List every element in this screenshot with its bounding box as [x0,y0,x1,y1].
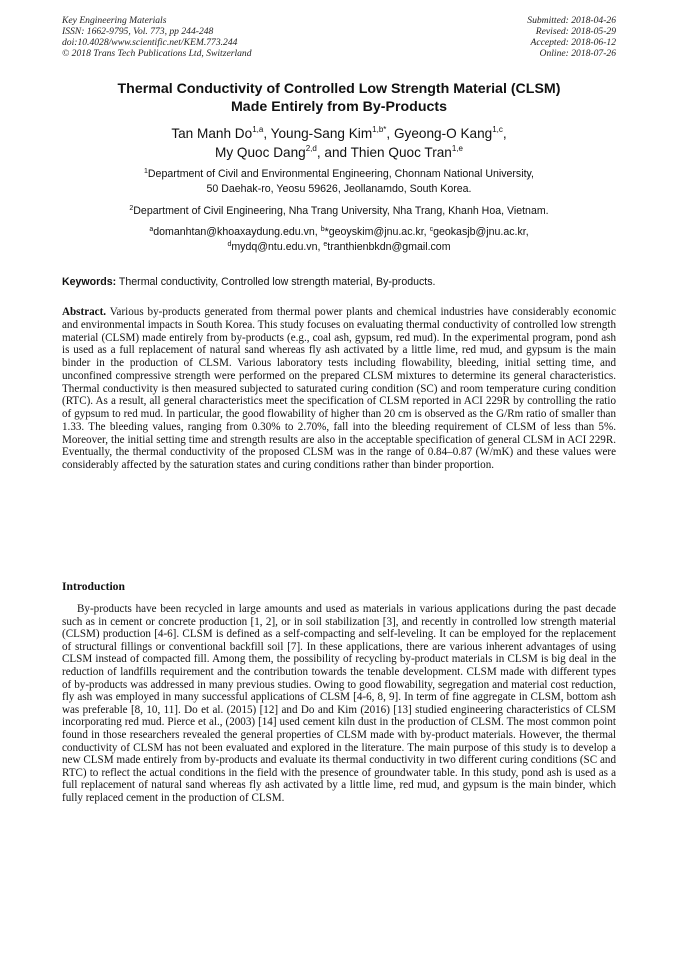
keywords-label: Keywords: [62,276,117,288]
email-address: tranthienbkdn@gmail.com [327,240,451,253]
copyright: © 2018 Trans Tech Publications Ltd, Switzerland [62,48,252,60]
affiliation-text: Department of Civil Engineering, Nha Trang University, Nha Trang, Khanh Hoa, Vietnam. [133,205,549,217]
affiliation-address: 50 Daehak-ro, Yeosu 59626, Jeollanamdo, South Korea. [206,182,472,195]
affiliation-2 [40,204,638,219]
keywords [62,275,616,289]
authors-line-2 [40,143,638,162]
authors-line-1 [40,124,638,143]
revised-date: Revised: 2018-05-29 [535,26,616,38]
email-address: domanhtan@khoaxaydung.edu.vn, [153,226,321,238]
accepted-date: Accepted: 2018-06-12 [530,37,616,49]
email-address: mydq@ntu.edu.vn, [231,240,324,253]
abstract-text: Various by-products generated from thermal power plants and chemical industries have considerably economic and environmental impacts in South Korea. This study focuses on evaluating thermal conductivity of controlled low strength material (CLSM) made entirely from by-products (e.g., coal ash, gypsum, red mud). In the experimental program, pond ash is used as a full replacement of natural sand whereas fly ash activated by a little lime, red mud, and gypsum is the main binder in the production of CLSM. Various laboratory tests including flowability, bleeding, initial setting time, and unconfined compressive strength were performed on the prepared CLSM mixtures to determine its general characteristics. Thermal conductivity is then measured subjected to saturated curing condition (SC) and room temperature curing condition (RTC). As a result, all general characteristics meet the specification of CLSM reported in ACI 229R by controlling the ratio of gypsum to red mud. In particular, the good flowability of higher than 20 cm is observed as the G/Rm ratio of smaller than 1.33. The bleeding values, ranging from 0.30% to 2.70%, fall into the bleeding requirement of CLSM of less than 5%. Moreover, the initial setting time and strength results are also in the acceptable specification of general CLSM in ACI 229R. Eventually, the thermal conductivity of the proposed CLSM was in the range of 0.84–0.87 (W/mK) and these values were considerably affected by the saturation states and curing conditions rather than binder proportion. [62,306,616,471]
email-mark: b [320,226,325,233]
abstract [62,306,616,472]
title-line-2: Made Entirely from By-Products [230,99,447,115]
affiliation-mark: 1 [144,168,148,175]
section-heading-introduction: Introduction [62,580,125,593]
email-address: *geoyskim@jnu.ac.kr, [324,226,430,238]
email-mark: c [429,226,434,233]
doi: doi:10.4028/www.scientific.net/KEM.773.244 [62,37,238,49]
author-emails [40,225,638,254]
author-separator: , and [316,145,351,160]
author-name: Tan Manh Do [171,126,253,141]
author-affiliation-mark: 1,a [252,125,264,134]
author-affiliation-mark: 1,e [451,144,463,153]
email-mark: e [323,240,328,248]
email-mark: a [149,226,154,233]
author-separator: , [263,126,271,141]
journal-name: Key Engineering Materials [62,15,167,26]
author-name: Young-Sang Kim [270,126,373,141]
issn-volume: ISSN: 1662-9795, Vol. 773, pp 244-248 [62,26,214,38]
submission-dates [527,15,616,59]
affiliation-text: Department of Civil and Environmental Engineering, Chonnam National University, [147,168,534,180]
title-line-1: Thermal Conductivity of Controlled Low Strength Material (CLSM) [117,81,561,97]
keywords-text: Thermal conductivity, Controlled low strength material, By-products. [116,276,436,288]
author-separator: , [502,126,507,141]
author-name: My Quoc Dang [215,145,306,160]
paper-title [40,80,638,116]
submitted-date: Submitted: 2018-04-26 [527,15,616,26]
author-separator: , [386,126,394,141]
abstract-label: Abstract. [62,306,107,318]
email-mark: d [227,240,232,248]
journal-info [62,15,252,59]
author-affiliation-mark: 1,c [492,125,503,134]
author-name: Gyeong-O Kang [393,126,493,141]
online-date: Online: 2018-07-26 [539,48,616,60]
author-affiliation-mark: 2,d [305,144,317,153]
author-affiliation-mark: 1,b* [372,125,387,134]
affiliation-1 [40,167,638,196]
email-address: geokasjb@jnu.ac.kr, [433,226,529,238]
author-list [40,124,638,162]
introduction-paragraph: By-products have been recycled in large amounts and used as materials in various applications during the past decade such as in cement or concrete production [1, 2], or in soil stabilization [3], and recently in controlled low strength material (CLSM) production [4-6]. CLSM is defined as a self-compacting and self-leveling. It can be employed for the replacement of structural fillings or conventional backfill soil [7]. In these applications, there are various inherent advantages of using CLSM instead of compacted fill. Among them, the possibility of recycling by-product materials in CLSM is big deal in the reduction of landfills requirement and the contribution towards the tenable development. CLSM made with different types of by-products was addressed in many previous studies. Owing to good flowability, segregation and material cost reduction, fly ash was employed in many successful applications of CLSM [4-6, 8, 9]. In term of fine aggregate in CLSM, bottom ash was preferable [8, 10, 11]. Do et al. (2015) [12] and Do and Kim (2016) [13] studied engineering characteristics of CLSM incorporating red mud. Pierce et al., (2003) [14] used cement kiln dust in the production of CLSM. The most common point found in those researchers revealed the general properties of CLSM made with by-product materials. However, the thermal conductivity of CLSM has not been evaluated and explored in the literature. The main purpose of this study is to develop a new CLSM made entirely from by-products and evaluate its thermal conductivity in two different curing conditions (SC and RTC) to reflect the actual conditions in the field with the presence of groundwater table. In this study, pond ash is used as a full replacement of natural sand whereas fly ash activated by a little lime, red mud, and gypsum is the main binder, which fully replaced cement in the production of CLSM. [62,603,616,804]
author-name: Thien Quoc Tran [350,145,452,160]
affiliation-mark: 2 [129,205,134,212]
